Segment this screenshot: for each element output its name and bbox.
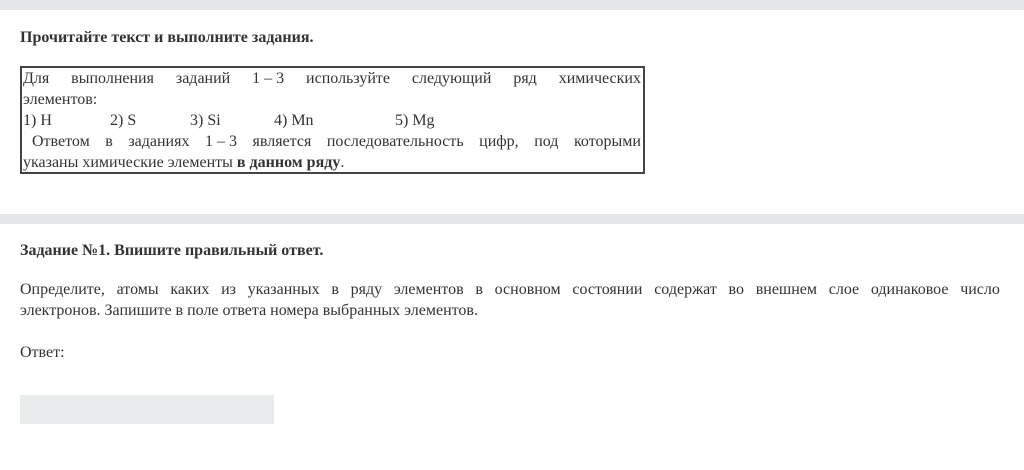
element-item: 5) Mg	[395, 112, 435, 129]
question-line-2: электронов. Запишите в поле ответа номера выбранных элементов.	[20, 302, 478, 319]
question-word: слое	[828, 281, 860, 298]
question-word: из	[221, 281, 236, 298]
question-word: во	[728, 281, 744, 298]
info-word: следующий	[411, 70, 492, 87]
info-line-1	[23, 68, 641, 89]
question-text	[20, 279, 1000, 321]
info-box	[20, 66, 645, 174]
info-word: химических	[558, 70, 641, 87]
element-item: 2) S	[110, 112, 137, 129]
question-word: Определите,	[20, 281, 105, 298]
element-item: 4) Mn	[274, 112, 314, 129]
question-word: в	[331, 281, 339, 298]
question-word: элементов	[393, 281, 464, 298]
answer-label: Ответ:	[20, 344, 65, 361]
question-line-1	[20, 279, 1000, 300]
info-word: 1 – 3	[204, 133, 237, 150]
question-word: указанных	[247, 281, 320, 298]
info-line-5-bold: в данном ряду	[236, 154, 341, 171]
info-word: в	[105, 133, 113, 150]
info-word: выполнения	[71, 70, 154, 87]
info-word: цифр,	[479, 133, 519, 150]
info-word: является	[252, 133, 312, 150]
question-word: внешнем	[755, 281, 818, 298]
info-line-5	[23, 152, 641, 173]
question-word: ряду	[350, 281, 383, 298]
question-word: число	[960, 281, 1000, 298]
element-item: 1) H	[23, 112, 52, 129]
question-word: каких	[170, 281, 210, 298]
info-word: заданиях	[128, 133, 190, 150]
element-item: 3) Si	[190, 112, 221, 129]
question-word: в	[475, 281, 483, 298]
question-word: основном	[494, 281, 561, 298]
info-line-4	[23, 131, 641, 152]
question-word: содержат	[654, 281, 717, 298]
info-word: которыми	[573, 133, 641, 150]
info-word: заданий	[175, 70, 231, 87]
top-divider-band	[0, 0, 1024, 10]
question-word: атомы	[116, 281, 159, 298]
intro-heading: Прочитайте текст и выполните задания.	[20, 29, 314, 46]
question-word: состоянии	[572, 281, 643, 298]
info-word: используйте	[306, 70, 390, 87]
info-word: Ответом	[32, 133, 90, 150]
info-word: последовательность	[326, 133, 464, 150]
section-divider-band	[0, 214, 1024, 224]
info-word: ряд	[513, 70, 537, 87]
info-line-5-prefix: указаны химические элементы	[23, 154, 237, 171]
question-word: одинаковое	[870, 281, 949, 298]
info-word: Для	[23, 70, 50, 87]
task-heading: Задание №1. Впишите правильный ответ.	[20, 242, 324, 259]
info-word: под	[534, 133, 559, 150]
info-line-2: элементов:	[23, 91, 98, 108]
answer-input[interactable]	[20, 395, 274, 424]
info-word: 1 – 3	[252, 70, 285, 87]
info-line-5-suffix: .	[340, 154, 345, 171]
